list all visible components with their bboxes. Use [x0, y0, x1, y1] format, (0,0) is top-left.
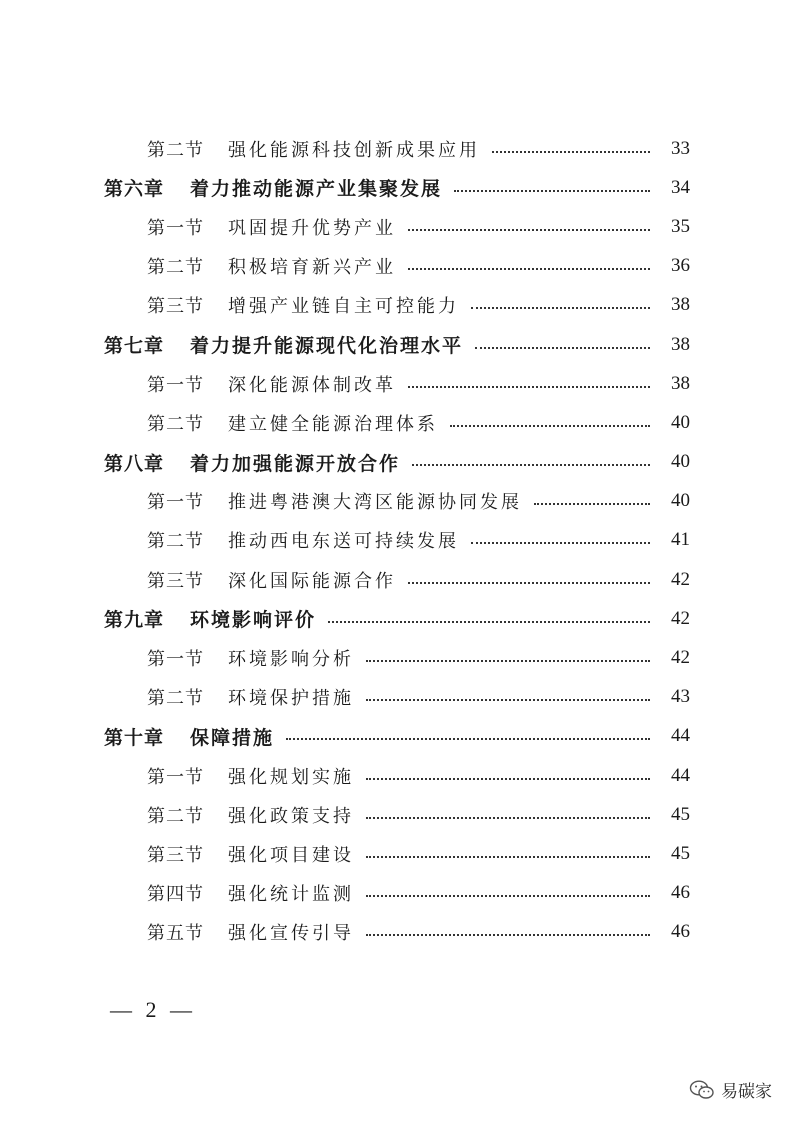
- toc-section-row: [0, 678, 794, 717]
- toc-entry-title: 环境保护措施: [228, 688, 354, 710]
- toc-page-number: 41: [671, 529, 690, 551]
- toc-section-row: [0, 207, 794, 246]
- toc-entry-title: 着力加强能源开放合作: [190, 452, 401, 475]
- toc-dot-leader: [328, 621, 650, 623]
- toc-page-number: 46: [671, 921, 690, 943]
- toc-entry-number: 第二节: [147, 413, 204, 435]
- toc-section-row: [0, 834, 794, 873]
- toc-dot-leader: [408, 582, 650, 584]
- toc-entry-number: 第三节: [147, 844, 204, 866]
- toc-page-number: 35: [671, 215, 690, 237]
- toc-page-number: 42: [671, 647, 690, 669]
- toc-entry-number: 第八章: [104, 452, 165, 475]
- toc-dot-leader: [366, 699, 650, 701]
- toc-dot-leader: [408, 268, 650, 270]
- toc-entry-number: 第二节: [147, 531, 204, 553]
- toc-dot-leader: [408, 229, 650, 231]
- toc-page-number: 38: [671, 333, 690, 355]
- toc-dot-leader: [286, 738, 650, 740]
- toc-dot-leader: [492, 151, 650, 153]
- toc-section-row: [0, 482, 794, 521]
- toc-dot-leader: [475, 347, 650, 349]
- toc-dot-leader: [412, 464, 650, 466]
- toc-section-row: [0, 795, 794, 834]
- toc-dot-leader: [366, 934, 650, 936]
- toc-chapter-row: [0, 443, 794, 482]
- toc-page-number: 43: [671, 686, 690, 708]
- toc-entry-number: 第二节: [147, 139, 204, 161]
- toc-page-number: 38: [671, 294, 690, 316]
- toc-entry-title: 积极培育新兴产业: [228, 257, 396, 279]
- toc-page-number: 38: [671, 372, 690, 394]
- toc-dot-leader: [366, 895, 650, 897]
- toc-entry-title: 环境影响评价: [190, 609, 317, 632]
- toc-dot-leader: [471, 542, 650, 544]
- toc-entry-title: 保障措施: [190, 726, 275, 749]
- toc-section-row: [0, 913, 794, 952]
- toc-page-number: 34: [671, 176, 690, 198]
- toc-entry-number: 第一节: [147, 766, 204, 788]
- toc-dot-leader: [366, 856, 650, 858]
- toc-entry-title: 强化能源科技创新成果应用: [228, 139, 480, 161]
- wechat-icon: [689, 1080, 715, 1100]
- toc-entry-title: 强化统计监测: [228, 884, 354, 906]
- toc-entry-title: 增强产业链自主可控能力: [228, 296, 459, 318]
- toc-entry-title: 着力推动能源产业集聚发展: [190, 178, 443, 201]
- toc-entry-title: 建立健全能源治理体系: [228, 413, 438, 435]
- toc-page-number: 40: [671, 411, 690, 433]
- toc-entry-number: 第三节: [147, 296, 204, 318]
- toc-entry-title: 着力提升能源现代化治理水平: [190, 335, 464, 358]
- toc-page-number: 42: [671, 568, 690, 590]
- toc-page-number: 36: [671, 255, 690, 277]
- toc-section-row: [0, 560, 794, 599]
- toc-entry-title: 强化规划实施: [228, 766, 354, 788]
- toc-dot-leader: [408, 386, 650, 388]
- toc-entry-number: 第一节: [147, 492, 204, 514]
- toc-entry-number: 第七章: [104, 335, 165, 358]
- toc-page-number: 46: [671, 882, 690, 904]
- toc-page-number: 42: [671, 607, 690, 629]
- toc-page-number: 44: [671, 764, 690, 786]
- toc-chapter-row: [0, 168, 794, 207]
- toc-entry-number: 第二节: [147, 257, 204, 279]
- toc-entry-title: 巩固提升优势产业: [228, 217, 396, 239]
- watermark: [689, 1077, 772, 1102]
- toc-section-row: [0, 638, 794, 677]
- toc-entry-title: 推进粤港澳大湾区能源协同发展: [228, 492, 522, 514]
- toc-page-number: 40: [671, 490, 690, 512]
- toc-entry-title: 深化国际能源合作: [228, 570, 396, 592]
- toc-dot-leader: [471, 307, 650, 309]
- toc-page-number: 40: [671, 451, 690, 473]
- toc-dot-leader: [534, 503, 650, 505]
- toc-entry-title: 推动西电东送可持续发展: [228, 531, 459, 553]
- toc-section-row: [0, 756, 794, 795]
- toc-entry-title: 深化能源体制改革: [228, 374, 396, 396]
- toc-section-row: [0, 874, 794, 913]
- toc-entry-number: 第四节: [147, 884, 204, 906]
- toc-entry-number: 第二节: [147, 805, 204, 827]
- toc-entry-title: 强化宣传引导: [228, 923, 354, 945]
- toc-entry-number: 第一节: [147, 649, 204, 671]
- toc-entry-number: 第五节: [147, 923, 204, 945]
- toc-section-row: [0, 129, 794, 168]
- toc-chapter-row: [0, 717, 794, 756]
- toc-dot-leader: [454, 190, 650, 192]
- toc-entry-number: 第一节: [147, 217, 204, 239]
- toc-section-row: [0, 521, 794, 560]
- toc-dot-leader: [366, 660, 650, 662]
- toc-section-row: [0, 247, 794, 286]
- table-of-contents: [0, 129, 794, 952]
- toc-entry-number: 第一节: [147, 374, 204, 396]
- toc-dot-leader: [366, 778, 650, 780]
- toc-page-number: 45: [671, 842, 690, 864]
- page-number: — 2 —: [110, 997, 196, 1022]
- toc-chapter-row: [0, 325, 794, 364]
- toc-entry-title: 强化政策支持: [228, 805, 354, 827]
- toc-chapter-row: [0, 599, 794, 638]
- toc-entry-title: 强化项目建设: [228, 844, 354, 866]
- toc-entry-number: 第二节: [147, 688, 204, 710]
- toc-dot-leader: [366, 817, 650, 819]
- toc-section-row: [0, 403, 794, 442]
- toc-dot-leader: [450, 425, 650, 427]
- toc-entry-number: 第九章: [104, 609, 165, 632]
- toc-page-number: 33: [671, 137, 690, 159]
- toc-page-number: 45: [671, 803, 690, 825]
- watermark-text: 易碳家: [721, 1082, 772, 1102]
- toc-entry-title: 环境影响分析: [228, 649, 354, 671]
- toc-entry-number: 第十章: [104, 726, 165, 749]
- toc-entry-number: 第三节: [147, 570, 204, 592]
- toc-entry-number: 第六章: [104, 178, 165, 201]
- toc-section-row: [0, 286, 794, 325]
- toc-page-number: 44: [671, 725, 690, 747]
- toc-section-row: [0, 364, 794, 403]
